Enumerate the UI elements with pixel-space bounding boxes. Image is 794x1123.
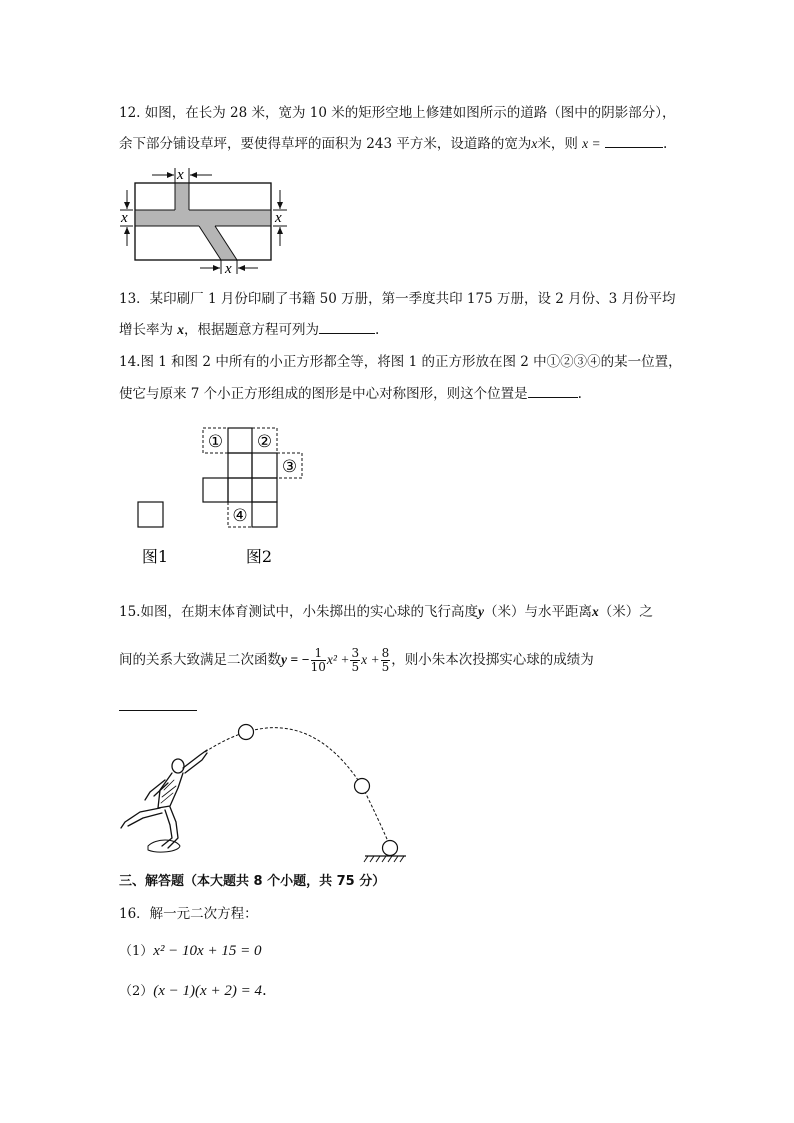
q13-var-x: x [177, 322, 185, 337]
q16-p2-eq: (x − 1)(x + 2) = 4 [153, 983, 262, 999]
horizontal-road [135, 210, 271, 226]
q15-line1 [119, 602, 653, 622]
fig2-pos1 [203, 428, 228, 453]
q14-line2-text: 使它与原来 7 个小正方形组成的图形是中心对称图形，则这个位置是 [119, 386, 528, 402]
q16-p1-eq: x² − 10x + 15 = 0 [153, 943, 262, 959]
fig2-pos4-label: ④ [232, 506, 248, 525]
q12-end: . [662, 136, 668, 152]
q16-title: 16．解一元二次方程： [119, 906, 258, 922]
q15-answer-blank[interactable] [119, 710, 197, 711]
q15-term2: x + [361, 652, 380, 667]
q13-line2-text: 增长率为 [119, 322, 173, 338]
fig2-pos2-label: ② [256, 432, 273, 451]
fig2-pos3 [277, 453, 302, 478]
q12-line1: 12. 如图，在长为 28 米，宽为 10 米的矩形空地上修建如图所示的道路（图中的阴影部分）， [119, 105, 676, 121]
q13-end: . [375, 322, 380, 338]
q15-line1a: 15.如图，在期末体育测试中，小朱掷出的实心球的飞行高度 [119, 604, 478, 620]
q14-line2 [119, 383, 582, 404]
q13-line1: 13．某印刷厂 1 月份印刷了书籍 50 万册，第一季度共印 175 万册，设 2 月份、3 月份平均 [119, 291, 676, 307]
q12-unit: 米，则 [537, 136, 578, 152]
q12-answer-blank[interactable] [605, 133, 663, 148]
ball-landed [383, 841, 398, 856]
q13-line2 [119, 319, 379, 340]
fig2-squares [203, 428, 277, 527]
q15-line2 [119, 646, 594, 674]
fig2-pos3-label: ③ [281, 457, 298, 476]
q13-line2b: ，根据题意方程可列为 [184, 322, 320, 338]
fig2-caption: 图2 [245, 547, 273, 566]
trajectory-curve [205, 728, 390, 846]
fig12-label-top: x [177, 167, 184, 183]
q16-part1 [119, 940, 261, 962]
q15-term1: x² + [326, 652, 350, 667]
fig2-pos4 [228, 502, 252, 527]
q13-answer-blank[interactable] [319, 319, 375, 334]
fig1-square [138, 502, 163, 527]
fig12-label-right: x [275, 210, 282, 226]
q15-frac3: $\frac{8}{5}$ [381, 646, 390, 674]
q15-func-lhs: y = − [281, 652, 310, 667]
q16-p2-label: （2） [119, 984, 154, 999]
lot-rectangle [135, 183, 271, 260]
ball-descending [355, 779, 370, 794]
q14-line1: 14.图 1 和图 2 中所有的小正方形都全等，将图 1 的正方形放在图 2 中①②③④的某一位置， [119, 354, 682, 370]
q12-line2-text: 余下部分铺设草坪，要使得草坪的面积为 243 平方米，设道路的宽为 [119, 136, 532, 152]
section3-title: 三、解答题（本大题共 8 个小题，共 75 分） [119, 874, 386, 889]
slanted-road [199, 226, 237, 260]
q15-var-x: x [591, 604, 599, 619]
q15-frac1: $\frac{1}{10}$ [310, 646, 326, 674]
q12-line2 [119, 133, 667, 154]
q15-frac2: $\frac{3}{5}$ [351, 646, 360, 674]
fig2-pos2 [252, 428, 277, 453]
fig1-caption: 图1 [141, 547, 169, 566]
vertical-road [175, 183, 189, 210]
fig12-label-bottom: x [225, 261, 232, 277]
q16-p1-label: （1） [119, 944, 154, 959]
q16-part2 [119, 980, 267, 1002]
fig2-pos1-label: ① [207, 432, 224, 451]
q15-line1c: （米）之 [598, 604, 653, 620]
q15-line1b: （米）与水平距离 [483, 604, 592, 620]
q12-eq: x = [582, 136, 601, 151]
ball-peak [239, 725, 254, 740]
q12-var-x: x [531, 136, 538, 151]
q15-var-y: y [477, 604, 484, 619]
thrower-figure [121, 750, 207, 852]
q15-line2b: ，则小朱本次投掷实心球的成绩为 [391, 652, 594, 668]
q14-end: . [577, 386, 582, 402]
fig12-label-left: x [121, 210, 128, 226]
q15-line2a: 间的关系大致满足二次函数 [119, 652, 281, 668]
q14-answer-blank[interactable] [528, 383, 578, 398]
q16-p2-end: . [261, 981, 267, 999]
